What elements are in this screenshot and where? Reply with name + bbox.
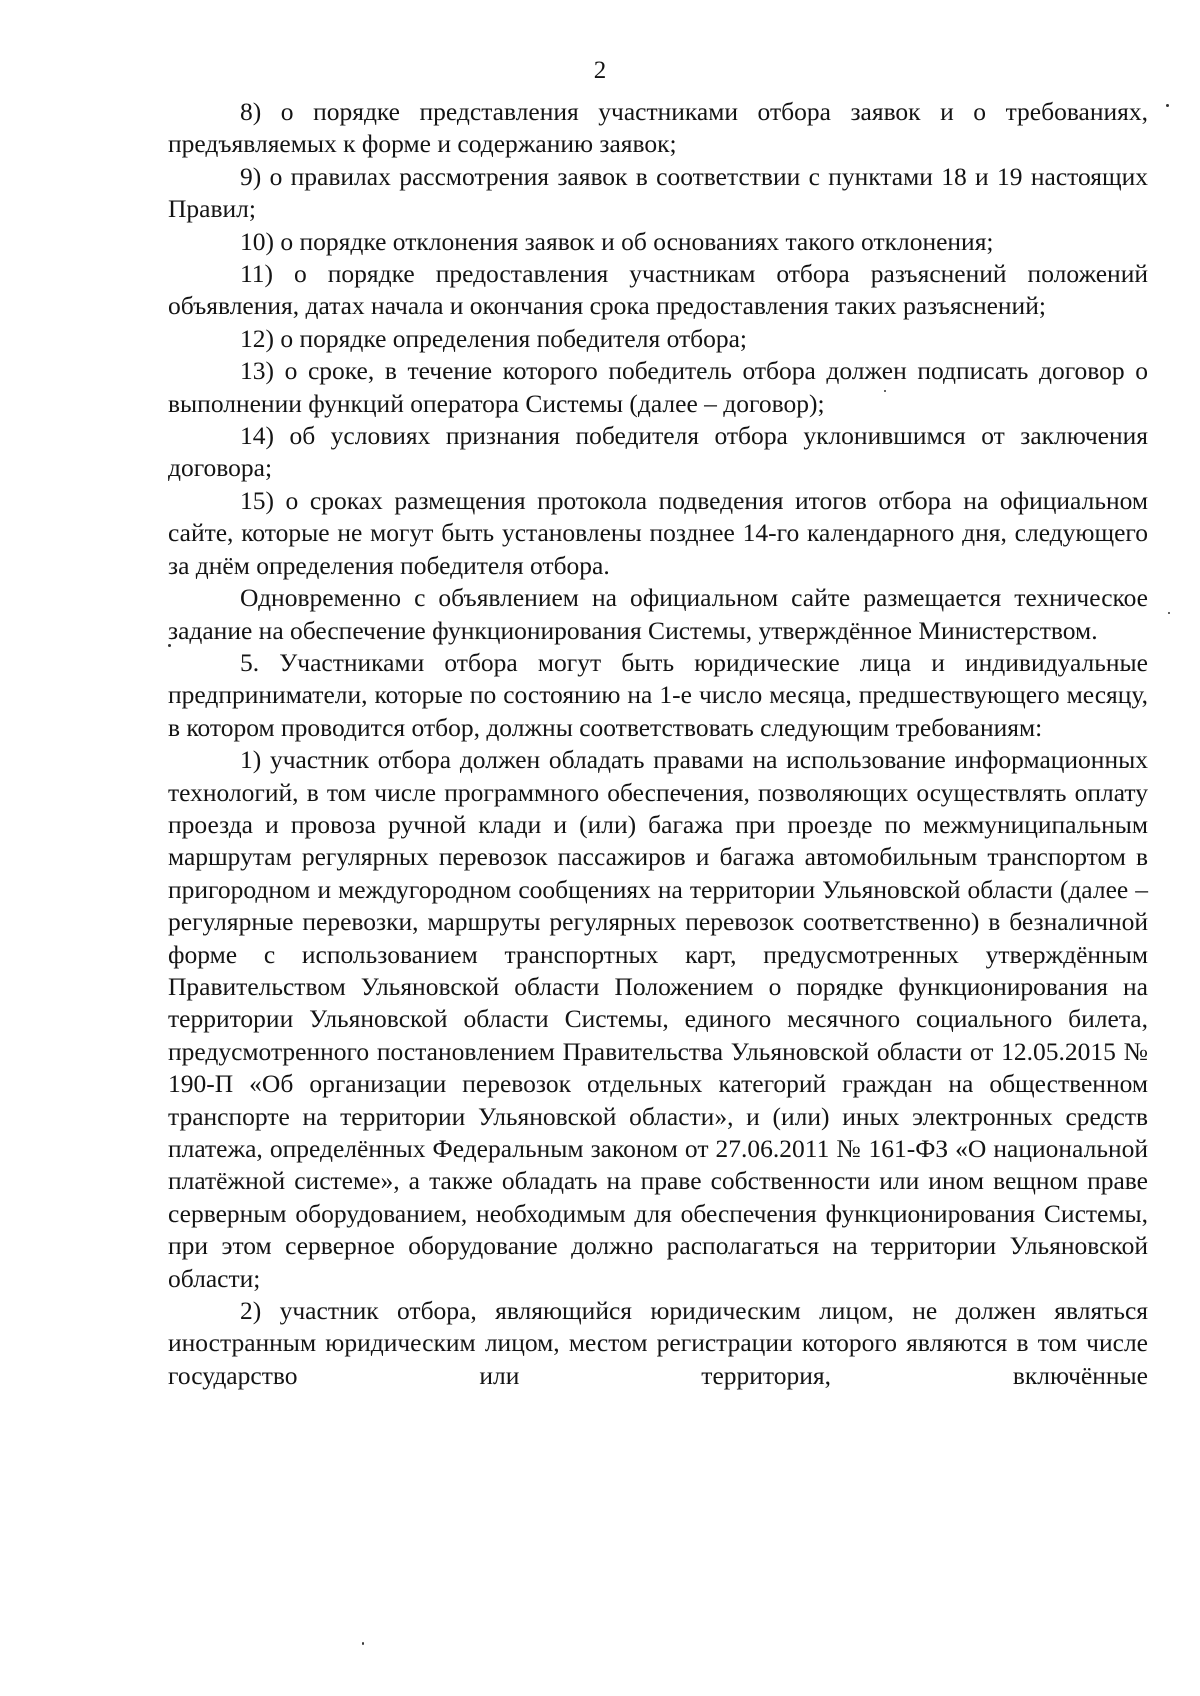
list-item-12: 12) о порядке определения победителя отбора; xyxy=(240,323,748,353)
page-number: 2 xyxy=(593,57,607,84)
list-item-13: 13) о сроке, в течение которого победитель отбора должен подписать договор о выполнении функций оператора Системы (далее – договор); xyxy=(168,356,1148,418)
scan-speck xyxy=(1168,612,1170,614)
requirement-item-1: 1) участник отбора должен обладать правами на использование информационных технологий, в том числе программного обеспечения, позволяющих осуществлять оплату проезда и провоза ручной клади и (или) багажа при проезде по межмуниципальным маршрутам регулярных перевозок пассажиров и багажа автомобильным транспортом в пригородном и междугородном сообщениях на территории Ульяновской области (далее – регулярные перевозки, маршруты регулярных перевозок соответственно) в безналичной форме с использованием транспортных карт, предусмотренных утверждённым Правительством Ульяновской области Положением о порядке функционирования на территории Ульяновской области Системы, единого месячного социального билета, предусмотренного постановлением Правительства Ульяновской области от 12.05.2015 № 190-П «Об организации перевозок отдельных категорий граждан на общественном транспорте на территории Ульяновской области», и (или) иных электронных средств платежа, определённых Федеральным законом от 27.06.2011 № 161-ФЗ «О национальной платёжной системе», а также обладать на праве собственности или ином вещном праве серверным оборудованием, необходимым для обеспечения функционирования Системы, при этом серверное оборудование должно располагаться на территории Ульяновской области; xyxy=(168,745,1148,1293)
list-item-8: 8) о порядке представления участниками отбора заявок и о требованиях, предъявляемых к форме и содержанию заявок; xyxy=(168,97,1148,159)
list-item-14: 14) об условиях признания победителя отбора уклонившимся от заключения договора; xyxy=(168,421,1148,483)
scan-speck xyxy=(1166,104,1169,107)
paragraph-section-5: 5. Участниками отбора могут быть юридические лица и индивидуальные предприниматели, которые по состоянию на 1-е число месяца, предшествующего месяцу, в котором проводится отбор, должны соответствовать следующим требованиям: xyxy=(168,647,1148,742)
list-item-9: 9) о правилах рассмотрения заявок в соответствии с пунктами 18 и 19 настоящих Правил; xyxy=(168,161,1148,224)
list-item-11: 11) о порядке предоставления участникам отбора разъяснений положений объявления, датах начала и окончания срока предоставления таких разъяснений; xyxy=(168,259,1148,321)
list-item-15: 15) о сроках размещения протокола подведения итогов отбора на официальном сайте, которые не могут быть установлены позднее 14-го календарного дня, следующего за днём определения победителя отбора. xyxy=(168,485,1148,580)
scan-speck xyxy=(168,644,171,647)
requirement-item-2: 2) участник отбора, являющийся юридическим лицом, не должен являться иностранным юридическим лицом, местом регистрации которого являются в том числе государство или территория, включённые xyxy=(168,1296,1148,1390)
document-body xyxy=(168,96,1148,1392)
list-item-10: 10) о порядке отклонения заявок и об основаниях такого отклонения; xyxy=(240,226,994,256)
scan-speck xyxy=(884,390,886,392)
paragraph-technical-task: Одновременно с объявлением на официальном сайте размещается техническое задание на обеспечение функционирования Системы, утверждённое Министерством. xyxy=(168,583,1148,645)
scan-speck xyxy=(362,1642,364,1645)
